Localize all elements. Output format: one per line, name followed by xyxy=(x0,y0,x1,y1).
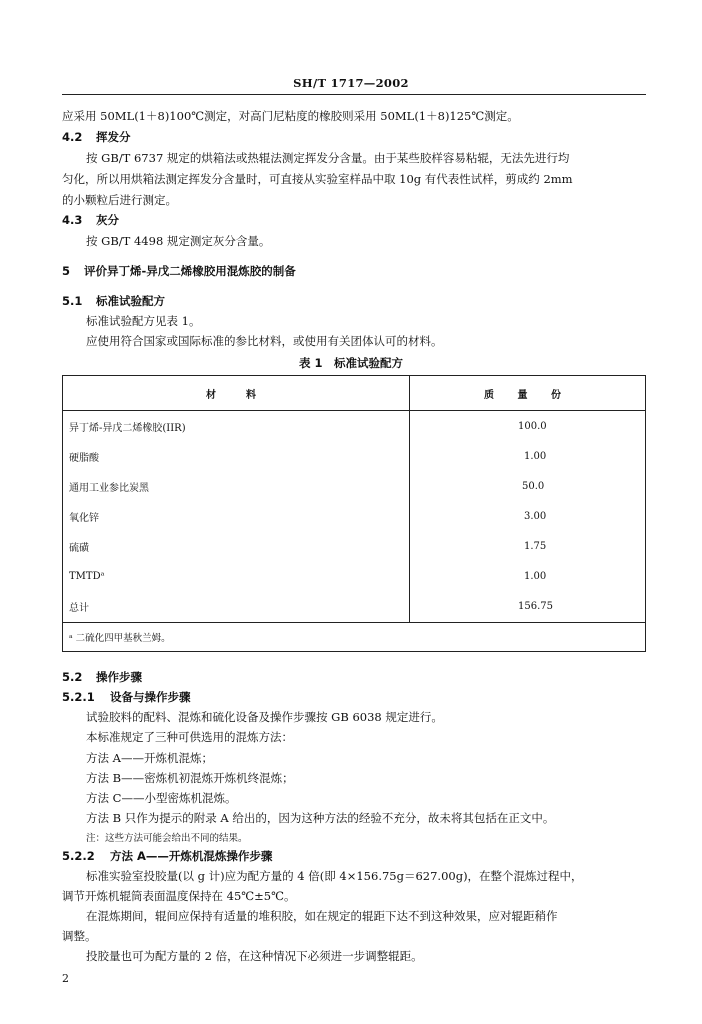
column-header-mass: 质 量 份 xyxy=(410,376,646,411)
mass-cell: 1.00 xyxy=(524,571,547,583)
mass-cell: 1.00 xyxy=(524,450,547,462)
section-5-2-1-heading xyxy=(62,689,191,705)
paragraph-line: 应使用符合国家或国际标准的参比材料，或使用有关团体认可的材料。 xyxy=(86,334,443,348)
paragraph-line: 投胶量也可为配方量的 2 倍，在这种情况下必须进一步调整辊距。 xyxy=(86,949,423,963)
mass-cell: 50.0 xyxy=(522,480,545,492)
section-4-2-heading xyxy=(62,129,131,145)
continued-paragraph: 应采用 50ML(1＋8)100℃测定，对高门尼粘度的橡胶则采用 50ML(1＋8)125℃测定。 xyxy=(62,109,519,123)
table-caption: 表 1 标准试验配方 xyxy=(298,356,403,370)
paragraph-line: 本标准规定了三种可供选用的混炼方法： xyxy=(86,730,293,744)
section-number: 5.1 xyxy=(62,294,83,308)
paragraph-line: 标准试验配方见表 1。 xyxy=(86,314,201,328)
table-row xyxy=(63,411,646,442)
paragraph-line: 方法 A——开炼机混炼； xyxy=(86,751,213,765)
mass-cell: 1.75 xyxy=(524,541,547,553)
material-cell: 氧化锌 xyxy=(63,501,410,531)
material-cell: 异丁烯-异戊二烯橡胶(IIR) xyxy=(63,411,410,442)
section-title: 设备与操作步骤 xyxy=(110,690,191,704)
column-header-material: 材 料 xyxy=(63,376,410,411)
header-rule xyxy=(62,94,646,95)
section-number: 5.2.2 xyxy=(62,849,95,863)
paragraph-line: 匀化，所以用烘箱法测定挥发分含量时，可直接从实验室样品中取 10g 有代表性试样，剪成约 2mm xyxy=(62,172,573,186)
standard-number: SH/T 1717—2002 xyxy=(293,76,409,90)
section-4-3-heading xyxy=(62,212,119,228)
paragraph-line: 标准实验室投胶量(以 g 计)应为配方量的 4 倍(即 4×156.75g＝627.00g)，在整个混炼过程中， xyxy=(86,869,583,883)
paragraph-line: 方法 B——密炼机初混炼开炼机终混炼； xyxy=(86,771,294,785)
paragraph-line: 调节开炼机辊筒表面温度保持在 45℃±5℃。 xyxy=(62,889,296,903)
note-text: 注：这些方法可能会给出不同的结果。 xyxy=(86,833,248,844)
table-row xyxy=(63,562,646,592)
section-number: 5.2 xyxy=(62,670,83,684)
section-5-heading xyxy=(62,263,296,279)
section-number: 5 xyxy=(62,264,71,278)
section-5-2-2-heading xyxy=(62,848,272,864)
paragraph-line: 按 GB/T 6737 规定的烘箱法或热辊法测定挥发分含量。由于某些胶样容易粘辊，无法先进行均 xyxy=(86,151,570,165)
formula-table xyxy=(62,375,646,652)
mass-cell: 100.0 xyxy=(518,420,547,432)
mass-cell: 156.75 xyxy=(518,601,553,613)
table-footnote-row xyxy=(63,622,646,651)
table-row xyxy=(63,532,646,562)
section-title: 挥发分 xyxy=(96,130,131,144)
section-title: 评价异丁烯-异戊二烯橡胶用混炼胶的制备 xyxy=(84,264,296,278)
table-row xyxy=(63,592,646,623)
table-row xyxy=(63,501,646,531)
section-number: 4.2 xyxy=(62,130,83,144)
material-cell: 硫磺 xyxy=(63,532,410,562)
section-title: 操作步骤 xyxy=(96,670,142,684)
table-footnote: ᵃ 二硫化四甲基秋兰姆。 xyxy=(63,622,646,651)
paragraph-line: 方法 C——小型密炼机混炼。 xyxy=(86,791,237,805)
section-number: 5.2.1 xyxy=(62,690,95,704)
section-5-1-heading xyxy=(62,293,165,309)
material-cell: 通用工业参比炭黑 xyxy=(63,471,410,501)
page-number: 2 xyxy=(62,972,69,985)
paragraph-line: 试验胶料的配料、混炼和硫化设备及操作步骤按 GB 6038 规定进行。 xyxy=(86,710,443,724)
section-title: 标准试验配方 xyxy=(96,294,165,308)
material-cell: 总计 xyxy=(63,592,410,623)
paragraph-line: 方法 B 只作为提示的附录 A 给出的，因为这种方法的经验不充分，故未将其包括在正文中。 xyxy=(86,811,555,825)
table-header-row xyxy=(63,376,646,411)
paragraph-line: 的小颗粒后进行测定。 xyxy=(62,193,177,207)
mass-cell: 3.00 xyxy=(524,510,547,522)
material-cell: 硬脂酸 xyxy=(63,441,410,471)
paragraph-line: 调整。 xyxy=(62,929,97,943)
section-5-2-heading xyxy=(62,669,142,685)
material-cell: TMTDᵃ xyxy=(63,562,410,592)
paragraph-line: 按 GB/T 4498 规定测定灰分含量。 xyxy=(86,234,271,248)
table-row xyxy=(63,471,646,501)
paragraph-line: 在混炼期间，辊间应保持有适量的堆积胶，如在规定的辊距下达不到这种效果，应对辊距稍作 xyxy=(86,909,558,923)
section-number: 4.3 xyxy=(62,213,83,227)
table-row xyxy=(63,441,646,471)
section-title: 灰分 xyxy=(96,213,119,227)
section-title: 方法 A——开炼机混炼操作步骤 xyxy=(110,849,273,863)
